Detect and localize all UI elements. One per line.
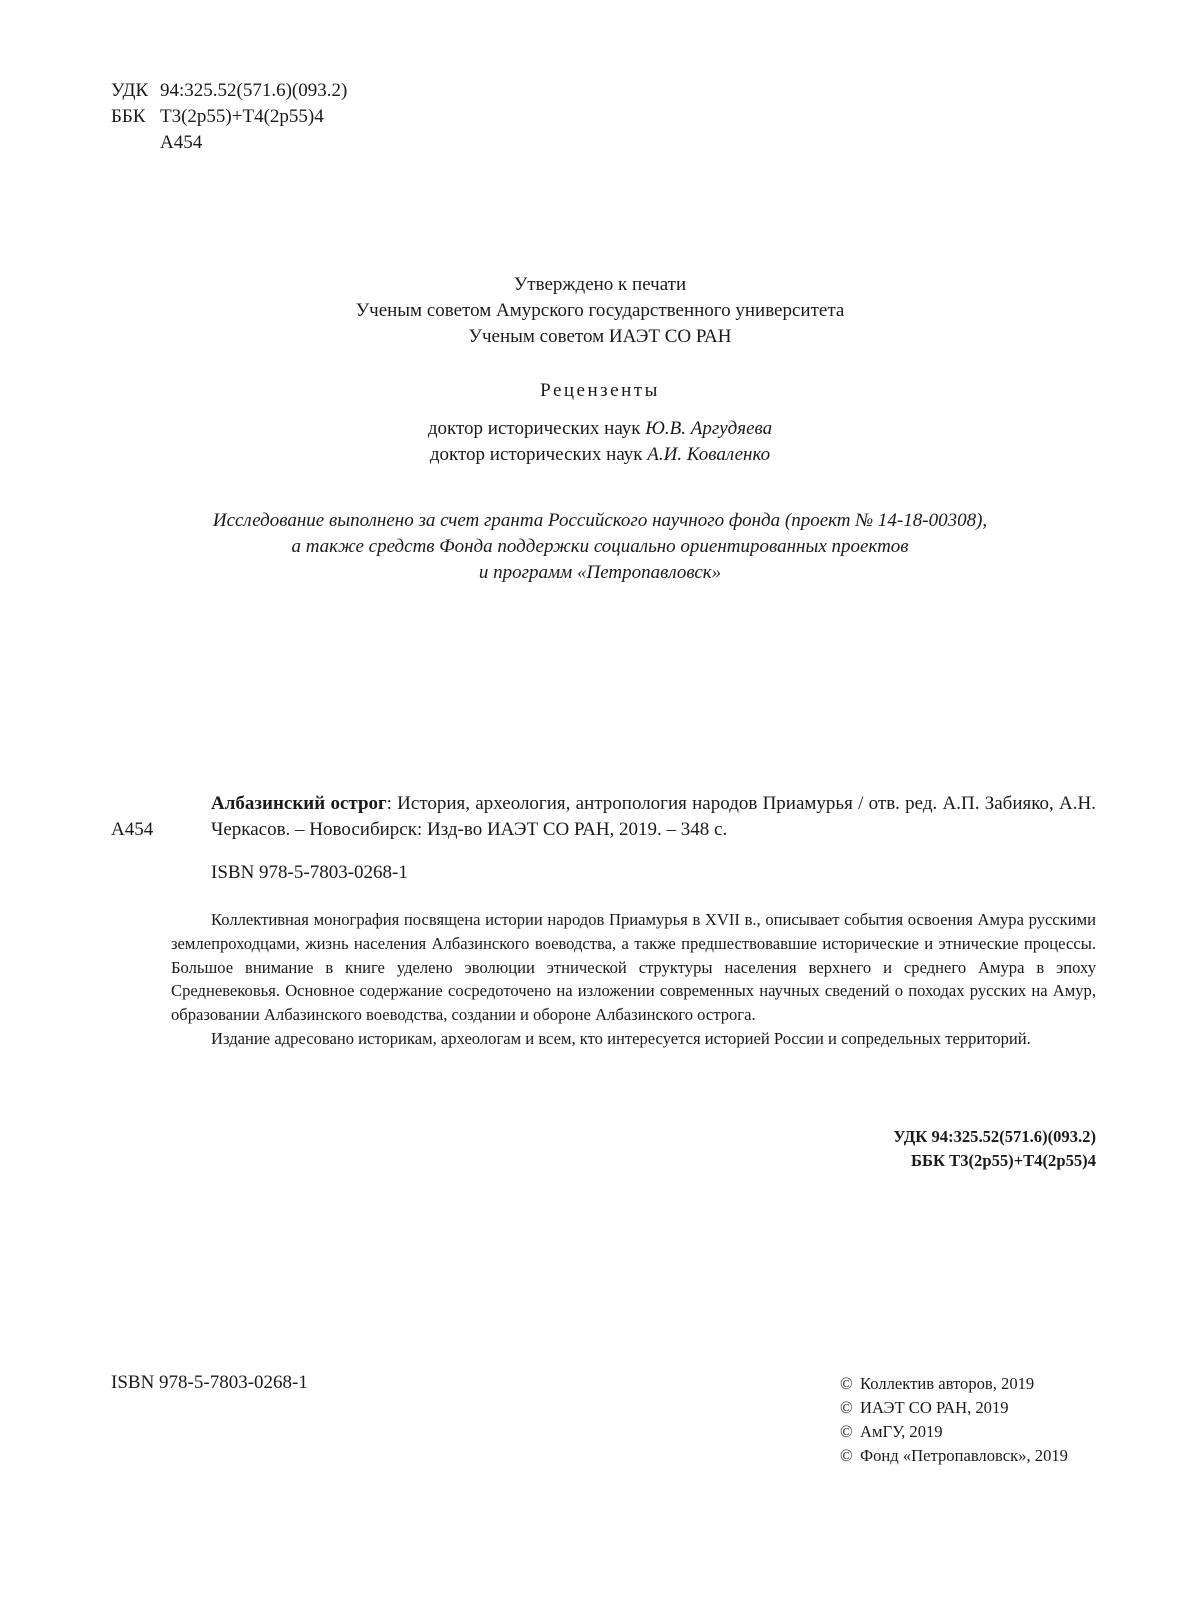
copyright-line — [840, 1372, 1068, 1396]
classification-right — [893, 1125, 1096, 1173]
udk-right: УДК 94:325.52(571.6)(093.2) — [893, 1127, 1096, 1146]
book-title: Албазинский острог — [211, 793, 387, 814]
copyright-line — [840, 1396, 1068, 1420]
bbk-value: Т3(2р55)+Т4(2р55)4 — [160, 106, 324, 127]
isbn-record: ISBN 978-5-7803-0268-1 — [211, 862, 408, 883]
udk-label: УДК — [111, 80, 149, 101]
bibliographic-record — [211, 791, 1096, 843]
copyright-symbol: © — [840, 1446, 853, 1465]
bbk-right: ББК Т3(2р55)+Т4(2р55)4 — [911, 1151, 1096, 1170]
copyright-line — [840, 1444, 1068, 1468]
copyright-symbol: © — [840, 1374, 853, 1393]
reviewer-2 — [0, 442, 1200, 468]
copyright-line — [840, 1420, 1068, 1444]
reviewer-degree: доктор исторических наук — [429, 444, 643, 465]
approval-line-3: Ученым советом ИАЭТ СО РАН — [468, 326, 732, 347]
abstract-paragraph-1: Коллективная монография посвящена истории народов Приамурья в XVII в., описывает события освоения Амура русскими землепроходцами, жизнь населения Албазинского воеводства, а также предшествовавшие исторические и этнические процессы. Большое внимание в книге уделено эволюции этнической структуры населения верхнего и среднего Амура в эпоху Средневековья. Основное содержание сосредоточено на изложении современных научных сведений о походах русских на Амур, образовании Албазинского воеводства, создании и обороне Албазинского острога. — [171, 910, 1096, 1025]
reviewer-degree: доктор исторических наук — [427, 418, 641, 439]
classification-codes — [111, 78, 347, 156]
copyright-holder: Коллектив авторов, 2019 — [860, 1374, 1035, 1393]
grant-line-2: а также средств Фонда поддержки социально ориентированных проектов — [291, 536, 909, 557]
copyright-holder: Фонд «Петропавловск», 2019 — [860, 1446, 1068, 1465]
approval-block — [0, 272, 1200, 350]
reviewer-name: Ю.В. Аргудяева — [645, 418, 773, 439]
approval-line-2: Ученым советом Амурского государственного университета — [355, 300, 845, 321]
bibliographic-details: : История, археология, антропология народов Приамурья / отв. ред. А.П. Забияко, А.Н. Черкасов. – Новосибирск: Изд-во ИАЭТ СО РАН, 2019. – 348 с. — [211, 793, 1096, 840]
author-mark-left: А454 — [111, 819, 154, 840]
abstract-paragraph-2: Издание адресовано историкам, археологам и всем, кто интересуется историей России и сопредельных территорий. — [211, 1028, 1031, 1048]
grant-line-1: Исследование выполнено за счет гранта Российского научного фонда (проект № 14-18-00308), — [212, 510, 988, 531]
copyright-symbol: © — [840, 1398, 853, 1417]
abstract — [171, 908, 1096, 1051]
author-mark: А454 — [160, 132, 203, 153]
copyright-holder: АмГУ, 2019 — [860, 1422, 943, 1441]
grant-note — [0, 508, 1200, 586]
udk-line — [111, 78, 347, 104]
copyright-symbol: © — [840, 1422, 853, 1441]
reviewer-1 — [0, 416, 1200, 442]
reviewers-list — [0, 416, 1200, 468]
udk-value: 94:325.52(571.6)(093.2) — [160, 80, 348, 101]
copyright-list — [840, 1372, 1068, 1468]
copyright-holder: ИАЭТ СО РАН, 2019 — [860, 1398, 1009, 1417]
approval-line-1: Утверждено к печати — [513, 274, 687, 295]
reviewer-name: А.И. Коваленко — [647, 444, 771, 465]
reviewers-title: Рецензенты — [540, 380, 660, 401]
grant-line-3: и программ «Петропавловск» — [478, 562, 722, 583]
bbk-line — [111, 104, 347, 130]
isbn-footer: ISBN 978-5-7803-0268-1 — [111, 1372, 308, 1393]
bbk-label: ББК — [111, 106, 146, 127]
